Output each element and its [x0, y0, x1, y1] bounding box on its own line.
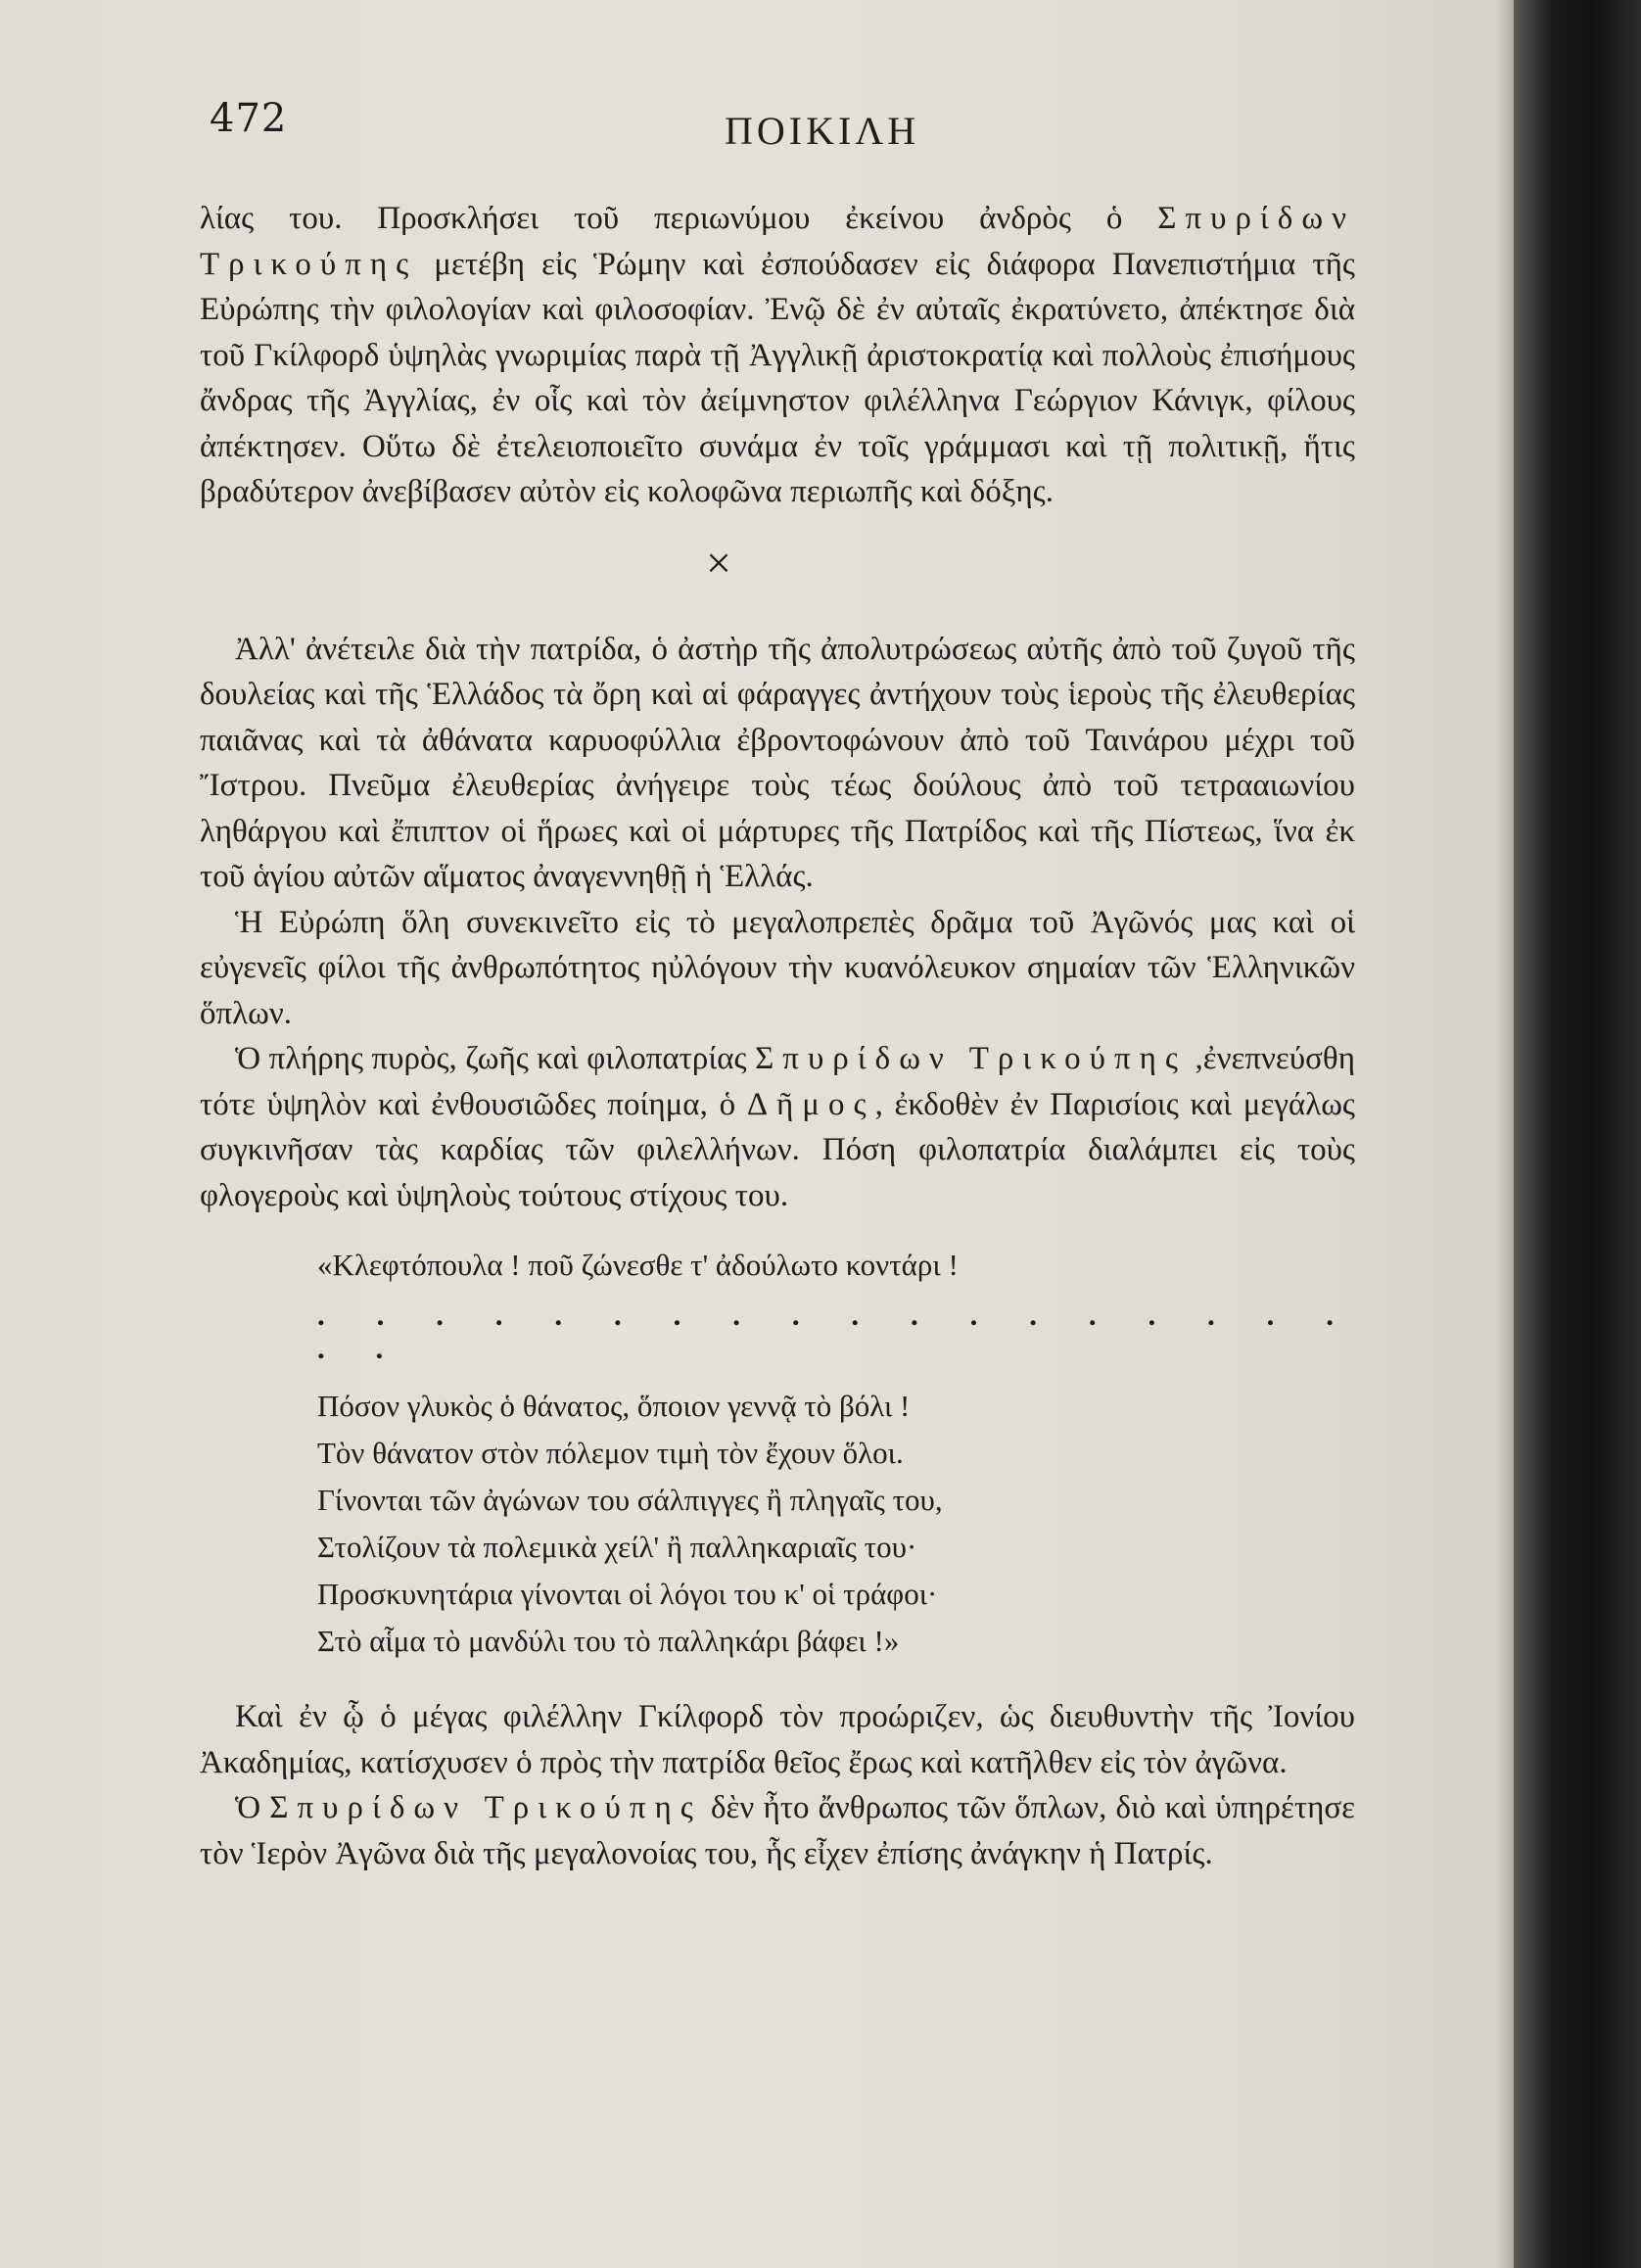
- page-shadow: [1496, 0, 1514, 2268]
- body-text: [200, 196, 1355, 1876]
- paragraph-3: Ἡ Εὐρώπη ὅλη συνεκινεῖτο εἰς τὸ μεγαλοπρεπὲς δρᾶμα τοῦ Ἀγῶνός μας καὶ οἱ εὐγενεῖς φίλοι τῆς ἀνθρωπότητος ηὐλόγουν τὴν κυανόλευκον σημαίαν τῶν Ἑλληνικῶν ὅπλων.: [200, 904, 1355, 1031]
- paragraph-5: Καὶ ἐν ᾧ ὁ μέγας φιλέλλην Γκίλφορδ τὸν προώριζεν, ὡς διευθυντὴν τῆς Ἰονίου Ἀκαδημίας, κατίσχυσεν ὁ πρὸς τὴν πατρίδα θεῖος ἔρως καὶ κατῆλθεν εἰς τὸν ἀγῶνα.: [200, 1699, 1355, 1780]
- paragraph-1-text-a: λίας του. Προσκλήσει τοῦ περιωνύμου ἐκείνου ἀνδρὸς ὁ: [200, 201, 1158, 236]
- paragraph-4: [200, 1036, 1355, 1218]
- paragraph-4-text-a: Ὁ πλήρης πυρὸς, ζωῆς καὶ φιλοπατρίας: [235, 1041, 756, 1076]
- section-separator: ×: [706, 537, 731, 588]
- paragraph-4-text-c: , ἐκδοθὲν ἐν Παρισίοις καὶ μεγάλως συγκινῆσαν τὰς καρδίας τῶν φιλελλήνων. Πόση φιλοπατρία διαλάμπει εἰς τοὺς φλογεροὺς καὶ ὑψηλοὺς τούτους στίχους του.: [200, 1086, 1355, 1213]
- paragraph-1: [200, 196, 1355, 515]
- running-title: ΠΟΙΚΙΛΗ: [725, 109, 920, 153]
- person-name: Σπυρίδων Τρικούπης: [269, 1790, 702, 1825]
- poem-line: Τὸν θάνατον στὸν πόλεμον τιμὴ τὸν ἔχουν ὅλοι.: [317, 1436, 904, 1470]
- poem-line: «Κλεφτόπουλα ! ποῦ ζώνεσθε τ' ἀδούλωτο κοντάρι !: [317, 1248, 959, 1282]
- poem-title: Δῆμος: [746, 1086, 875, 1122]
- poem-line: Στὸ αἷμα τὸ μανδύλι του τὸ παλληκάρι βάφει !»: [317, 1624, 900, 1658]
- poem-line: Πόσον γλυκὸς ὁ θάνατος, ὅποιον γεννᾷ τὸ βόλι !: [317, 1389, 911, 1423]
- poem-line: Στολίζουν τὰ πολεμικὰ χείλ' ἢ παλληκαριαῖς του·: [317, 1530, 917, 1564]
- paragraph-4-text-b: ,ἐνεπνεύσθη τότε ὑψηλὸν καὶ ἐνθουσιῶδες ποίημα, ὁ: [200, 1041, 1355, 1122]
- paragraph-6-text-a: Ὁ: [235, 1790, 270, 1825]
- poem-line: Γίνονται τῶν ἀγώνων του σάλπιγγες ἢ πληγαῖς του,: [317, 1483, 943, 1517]
- poem-line: Προσκυνητάρια γίνονται οἱ λόγοι του κ' οἱ τράφοι·: [317, 1577, 938, 1611]
- page-number: 472: [210, 96, 288, 141]
- paragraph-6-text-b: δὲν ἦτο ἄνθρωπος τῶν ὅπλων, διὸ καὶ ὑπηρέτησε τὸν Ἱερὸν Ἀγῶνα διὰ τῆς μεγαλονοίας του, ἧς εἶχεν ἐπίσης ἀνάγκην ἡ Πατρίς.: [200, 1790, 1355, 1871]
- poem-quote: [317, 1242, 1355, 1665]
- person-name: Σπυρίδων Τρικούπης: [200, 201, 1355, 282]
- person-name: Σπυρίδων Τρικούπης: [755, 1041, 1187, 1076]
- paragraph-2: Ἀλλ' ἀνέτειλε διὰ τὴν πατρίδα, ὁ ἀστὴρ τῆς ἀπολυτρώσεως αὐτῆς ἀπὸ τοῦ ζυγοῦ τῆς δουλείας καὶ τῆς Ἑλλάδος τὰ ὄρη καὶ αἱ φάραγγες ἀντήχουν τοὺς ἱεροὺς τῆς ἐλευθερίας παιᾶνας καὶ τὰ ἀθάνατα καρυοφύλλια ἐβροντοφώνουν ἀπὸ τοῦ Ταινάρου μέχρι τοῦ Ἴστρου. Πνεῦμα ἐλευθερίας ἀνήγειρε τοὺς τέως δούλους ἀπὸ τοῦ τετρααιωνίου ληθάργου καὶ ἔπιπτον οἱ ἥρωες καὶ οἱ μάρτυρες τῆς Πατρίδος καὶ τῆς Πίστεως, ἵνα ἐκ τοῦ ἁγίου αὐτῶν αἵματος ἀναγεννηθῇ ἡ Ἑλλάς.: [200, 631, 1355, 894]
- paragraph-1-text-b: μετέβη εἰς Ῥώμην καὶ ἐσπούδασεν εἰς διάφορα Πανεπιστήμια τῆς Εὐρώπης τὴν φιλολογίαν καὶ φιλοσοφίαν. Ἐνῷ δὲ ἐν αὐταῖς ἐκρατύνετο, ἀπέκτησε διὰ τοῦ Γκίλφορδ ὑψηλὰς γνωριμίας παρὰ τῇ Ἀγγλικῇ ἀριστοκρατίᾳ καὶ πολλοὺς ἐπισήμους ἄνδρας τῆς Ἀγγλίας, ἐν οἷς καὶ τὸν ἀείμνηστον φιλέλληνα Γεώργιον Κάνιγκ, φίλους ἀπέκτησεν. Οὕτω δὲ ἐτελειοποιεῖτο συνάμα ἐν τοῖς γράμμασι καὶ τῇ πολιτικῇ, ἥτις βραδύτερον ἀνεβίβασεν αὐτὸν εἰς κολοφῶνα περιωπῆς καὶ δόξης.: [200, 246, 1355, 509]
- book-gutter: [1514, 0, 1641, 2268]
- paragraph-6: [200, 1785, 1355, 1876]
- poem-ellipsis: . . . . . . . . . . . . . . . . . . . .: [317, 1298, 1355, 1365]
